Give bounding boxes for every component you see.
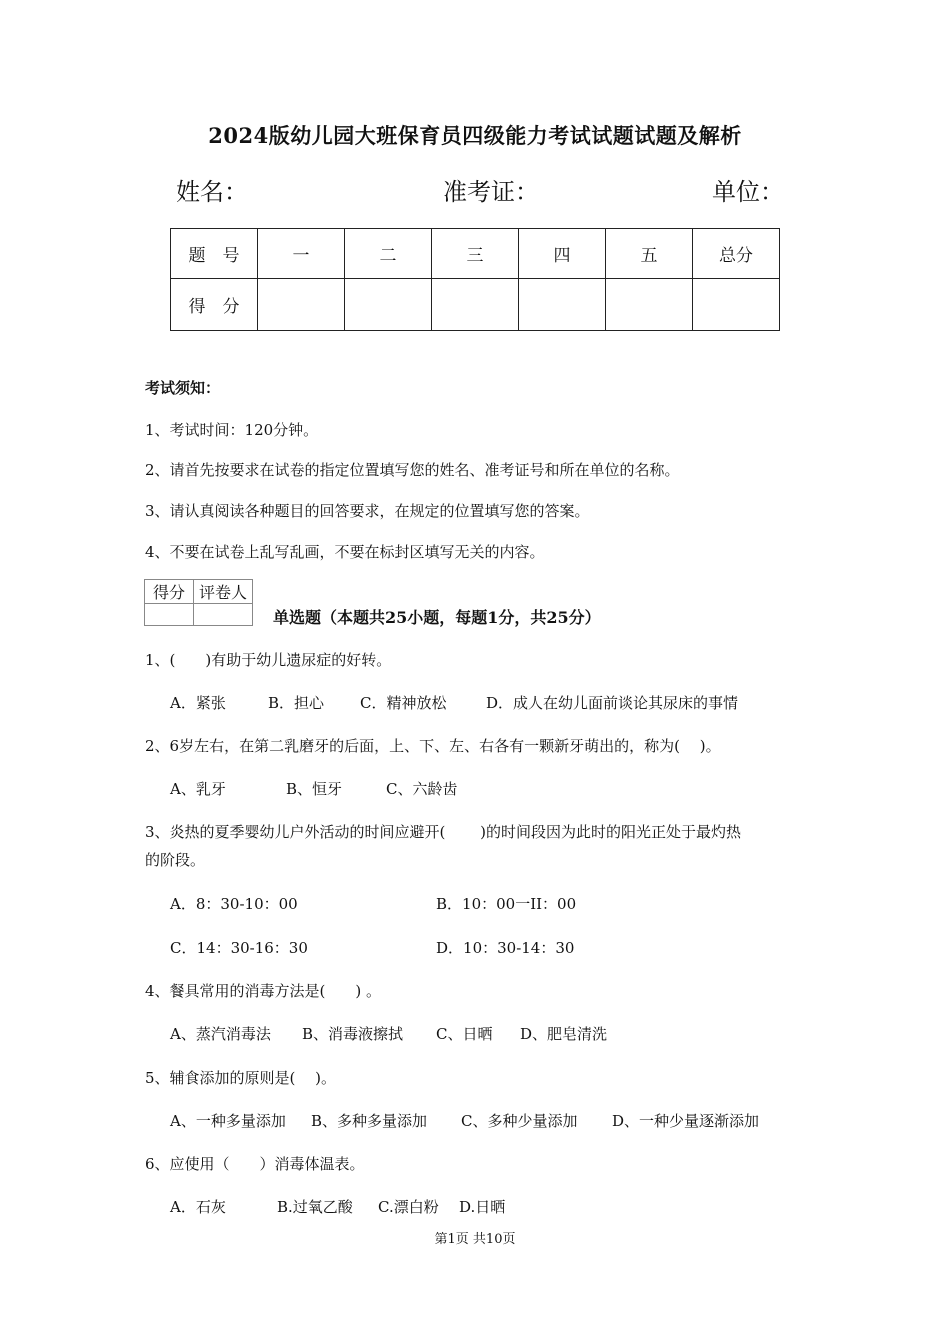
option: D.日晒: [459, 1198, 506, 1216]
option: C、多种少量添加: [461, 1112, 578, 1130]
score-table-row-label: 得 分: [171, 279, 258, 331]
option: D．成人在幼儿面前谈论其尿床的事情: [486, 694, 739, 712]
note-item: 1、考试时间：120分钟。: [145, 421, 319, 439]
score-table-empty-cell: [345, 279, 432, 331]
score-table-empty-cell: [606, 279, 693, 331]
note-item: 2、请首先按要求在试卷的指定位置填写您的姓名、准考证号和所在单位的名称。: [145, 461, 680, 479]
score-table-header-cell: 二: [345, 229, 432, 279]
option: C.漂白粉: [378, 1198, 439, 1216]
section-title: 单选题（本题共25小题，每题1分，共25分）: [273, 608, 601, 627]
option: A．石灰: [170, 1198, 226, 1216]
score-table-header-cell: 五: [606, 229, 693, 279]
option: B、恒牙: [286, 780, 343, 798]
option: D、一种少量逐渐添加: [612, 1112, 760, 1130]
option: D．10：30-14：30: [436, 939, 575, 957]
question-stem: 6、应使用（ ）消毒体温表。: [145, 1155, 365, 1173]
option: C、日晒: [436, 1025, 493, 1043]
option: C．14：30-16：30: [170, 939, 308, 957]
score-table-score-row: [171, 279, 780, 331]
option: A、乳牙: [170, 780, 226, 798]
option: B．10：00一II：00: [436, 895, 577, 913]
score-table-header-cell: 题 号: [171, 229, 258, 279]
score-table-header-cell: 总分: [693, 229, 780, 279]
score-table-header-row: [171, 229, 780, 279]
grader-box-empty-cell: [145, 604, 194, 626]
score-table: [170, 228, 780, 331]
option: D、肥皂清洗: [520, 1025, 608, 1043]
grader-box-empty-cell: [194, 604, 253, 626]
score-table-header-cell: 四: [519, 229, 606, 279]
question-stem: 5、辅食添加的原则是( )。: [145, 1069, 337, 1087]
score-table-header-cell: 一: [258, 229, 345, 279]
score-table-empty-cell: [519, 279, 606, 331]
page-title: 2024版幼儿园大班保育员四级能力考试试题试题及解析: [208, 123, 742, 148]
question-stem: 1、( )有助于幼儿遗尿症的好转。: [145, 651, 392, 669]
note-item: 3、请认真阅读各种题目的回答要求，在规定的位置填写您的答案。: [145, 502, 590, 520]
score-table-empty-cell: [432, 279, 519, 331]
grader-box: [144, 579, 253, 626]
question-stem-continued: 的阶段。: [145, 851, 206, 869]
option: C．精神放松: [360, 694, 447, 712]
option: C、六龄齿: [386, 780, 458, 798]
name-field-label: 姓名：: [176, 178, 248, 206]
option: A、一种多量添加: [170, 1112, 286, 1130]
question-stem: 3、炎热的夏季婴幼儿户外活动的时间应避开( )的时间段因为此时的阳光正处于最灼热: [145, 823, 742, 841]
option: B、消毒液擦拭: [302, 1025, 404, 1043]
grader-box-grader-label: 评卷人: [194, 580, 253, 604]
notes-heading: 考试须知：: [145, 379, 221, 397]
question-stem: 4、餐具常用的消毒方法是( ) 。: [145, 982, 382, 1000]
option: A．8：30-10：00: [170, 895, 298, 913]
option: A．紧张: [170, 694, 226, 712]
option: A、蒸汽消毒法: [170, 1025, 271, 1043]
grader-box-score-label: 得分: [145, 580, 194, 604]
score-table-empty-cell: [258, 279, 345, 331]
option: B.过氧乙酸: [277, 1198, 353, 1216]
exam-id-field-label: 准考证：: [443, 178, 539, 206]
option: B．担心: [268, 694, 325, 712]
score-table-empty-cell: [693, 279, 780, 331]
question-stem: 2、6岁左右，在第二乳磨牙的后面，上、下、左、右各有一颗新牙萌出的，称为( )。: [145, 737, 721, 755]
score-table-header-cell: 三: [432, 229, 519, 279]
note-item: 4、不要在试卷上乱写乱画，不要在标封区填写无关的内容。: [145, 543, 545, 561]
option: B、多种多量添加: [311, 1112, 428, 1130]
unit-field-label: 单位：: [712, 178, 784, 206]
page-footer: 第1页 共10页: [434, 1232, 516, 1247]
